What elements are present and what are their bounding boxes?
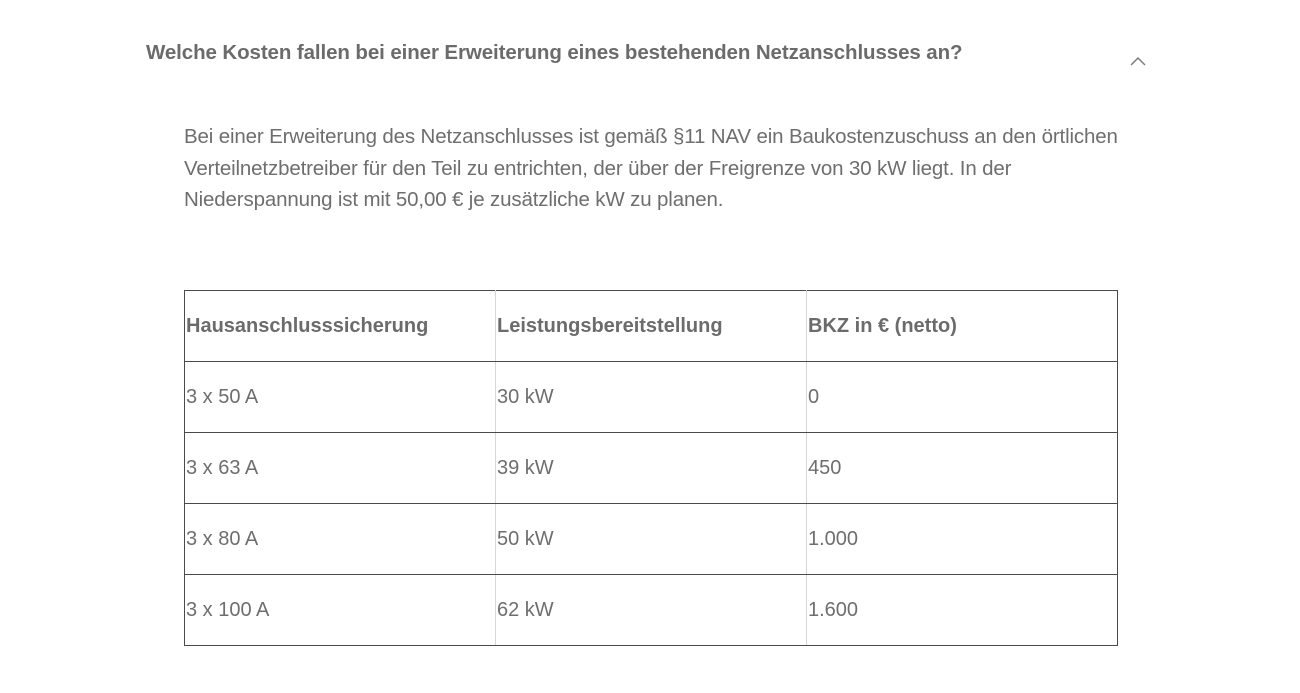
faq-answer (184, 121, 1124, 216)
table-header-row (185, 291, 1118, 362)
table-row (185, 433, 1118, 504)
faq-accordion-header[interactable] (146, 38, 1150, 78)
table-cell-bkz: 1.600 (807, 575, 1118, 646)
table-cell-bkz: 1.000 (807, 504, 1118, 575)
cost-table (184, 290, 1118, 646)
chevron-up-icon[interactable] (1128, 54, 1148, 68)
table-row (185, 504, 1118, 575)
table-row (185, 362, 1118, 433)
column-header-bkz: BKZ in € (netto) (807, 291, 1118, 362)
table-cell-power: 39 kW (496, 433, 807, 504)
table-cell-fuse: 3 x 63 A (185, 433, 496, 504)
column-header-power: Leistungsbereitstellung (496, 291, 807, 362)
faq-question-title: Welche Kosten fallen bei einer Erweiterung eines bestehenden Netzanschlusses an? (146, 41, 963, 64)
column-header-fuse: Hausanschlusssicherung (185, 291, 496, 362)
table-cell-bkz: 0 (807, 362, 1118, 433)
table-cell-bkz: 450 (807, 433, 1118, 504)
table-row (185, 575, 1118, 646)
table-cell-power: 62 kW (496, 575, 807, 646)
table-cell-power: 30 kW (496, 362, 807, 433)
table-cell-power: 50 kW (496, 504, 807, 575)
table-cell-fuse: 3 x 80 A (185, 504, 496, 575)
table-cell-fuse: 3 x 100 A (185, 575, 496, 646)
table-cell-fuse: 3 x 50 A (185, 362, 496, 433)
faq-answer-text: Bei einer Erweiterung des Netzanschlusses ist gemäß §11 NAV ein Baukostenzuschuss an den örtlichen Verteilnetzbetreiber für den Teil zu entrichten, der über der Freigrenze von 30 kW liegt. In der Niederspannung ist mit 50,00 € je zusätzliche kW zu planen. (184, 125, 1118, 211)
